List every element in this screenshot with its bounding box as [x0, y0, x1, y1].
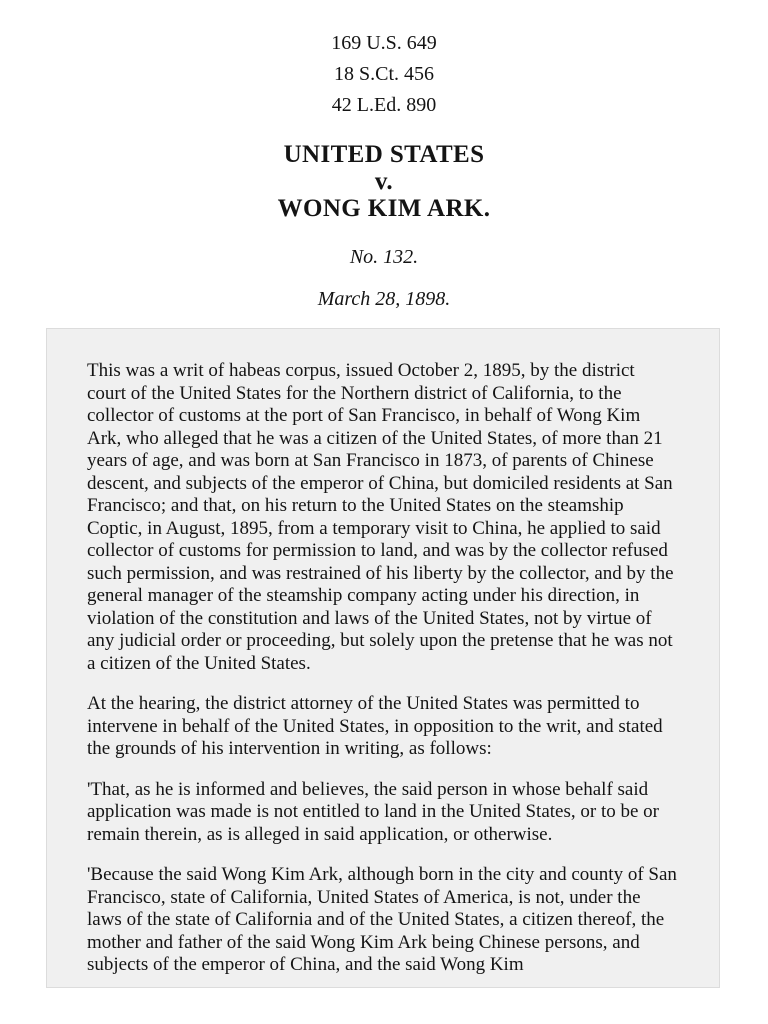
citation-lawyers-edition: 42 L.Ed. 890: [331, 94, 437, 116]
party-top: UNITED STATES: [283, 141, 485, 168]
opinion-paragraph: 'That, as he is informed and believes, the said person in whose behalf said application was made is not entitled to land in the United States, or to be or remain therein, as is alleged in said application, or otherwise.: [87, 778, 659, 845]
citation-us-reports: 169 U.S. 649: [331, 32, 437, 54]
decision-date: March 28, 1898.: [317, 288, 451, 310]
opinion-paragraph: 'Because the said Wong Kim Ark, although born in the city and county of San Francisco, state of California, United States of America, is not, under the laws of the state of California and of the United States, a citizen thereof, the mother and father of the said Wong Kim Ark being Chinese persons, and subjects of the emperor of China, and the said Wong Kim: [87, 864, 677, 975]
case-title: [0, 141, 768, 222]
case-header: [0, 0, 768, 311]
party-bottom: WONG KIM ARK.: [277, 195, 491, 222]
opinion-box: [46, 328, 720, 988]
opinion-paragraph: This was a writ of habeas corpus, issued October 2, 1895, by the district court of the United States for the Northern district of California, to the collector of customs at the port of San Francisco, in behalf of Wong Kim Ark, who alleged that he was a citizen of the United States, of more than 21 years of age, and was born at San Francisco in 1873, of parents of Chinese descent, and subjects of the emperor of China, but domiciled residents at San Francisco; and that, on his return to the United States on the steamship Coptic, in August, 1895, from a temporary visit to China, he applied to said collector of customs for permission to land, and was by the collector refused such permission, and was restrained of his liberty by the collector, and by the general manager of the steamship company acting under his direction, in violation of the constitution and laws of the United States, not by virtue of any judicial order or proceeding, but solely upon the pretense that he was not a citizen of the United States.: [87, 360, 674, 674]
citations-block: [0, 0, 768, 121]
versus-separator: v.: [374, 168, 394, 195]
citation-supreme-court-reporter: 18 S.Ct. 456: [333, 63, 435, 85]
opinion-text: [87, 360, 678, 977]
docket-number: No. 132.: [349, 246, 419, 268]
opinion-paragraph: At the hearing, the district attorney of the United States was permitted to intervene in behalf of the United States, in opposition to the writ, and stated the grounds of his intervention in writing, as follows:: [87, 693, 663, 759]
